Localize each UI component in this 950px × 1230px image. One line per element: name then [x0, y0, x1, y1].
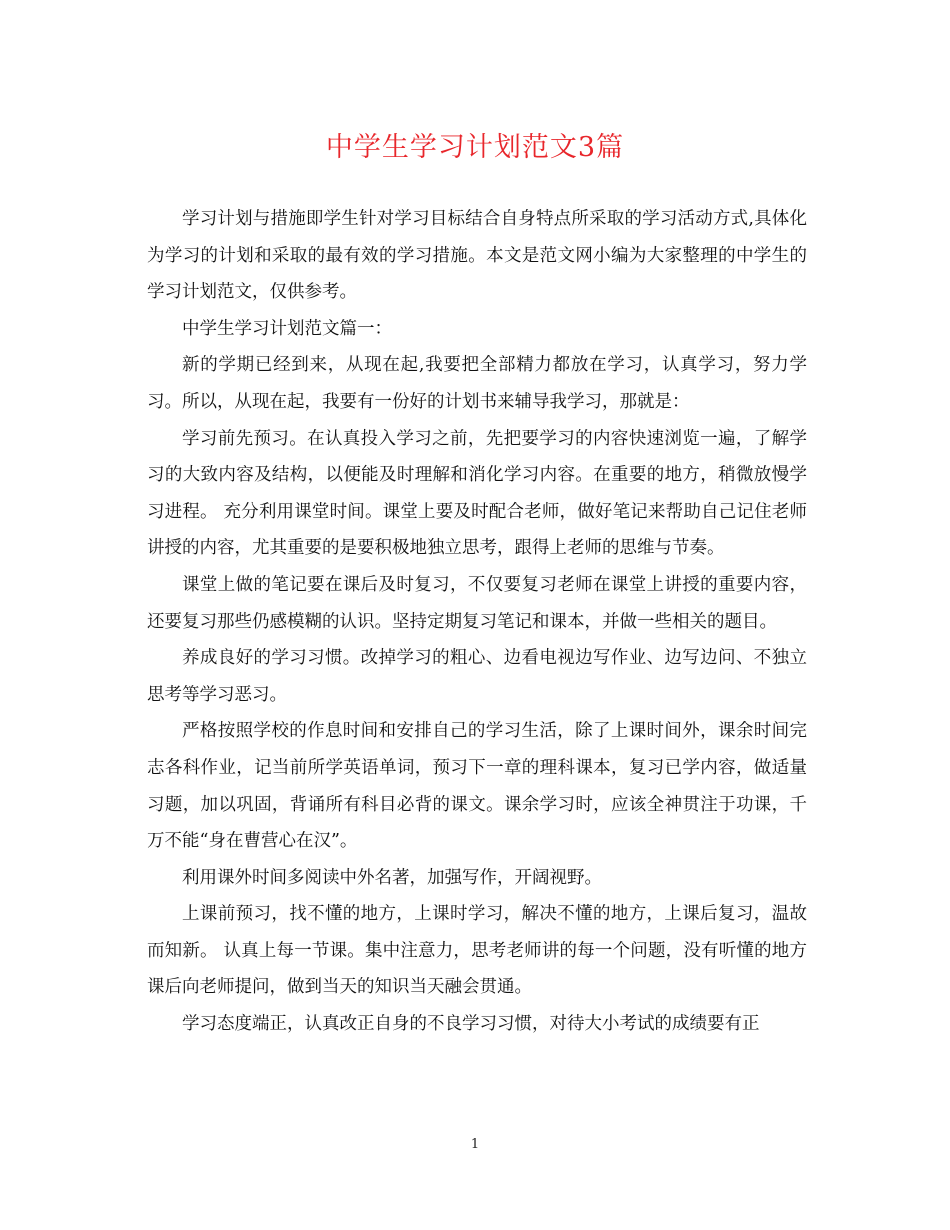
document-body [147, 201, 807, 1043]
paragraph: 学习前先预习。在认真投入学习之前，先把要学习的内容快速浏览一遍，了解学习的大致内容及结构，以便能及时理解和消化学习内容。在重要的地方，稍微放慢学习进程。 充分利用课堂时间。课堂上要及时配合老师，做好笔记来帮助自己记住老师讲授的内容，尤其重要的是要积极地独立思考，跟得上老师的思维与节奏。 [147, 428, 807, 559]
document-title: 中学生学习计划范文3篇 [325, 132, 625, 163]
paragraph: 利用课外时间多阅读中外名著，加强写作，开阔视野。 [182, 867, 602, 888]
paragraph: 上课前预习，找不懂的地方，上课时学习，解决不懂的地方，上课后复习，温故而知新。 认真上每一节课。集中注意力，思考老师讲的每一个问题，没有听懂的地方课后向老师提问，做到当天的知识当天融会贯通。 [147, 904, 807, 998]
paragraph-section-heading: 中学生学习计划范文篇一： [182, 318, 392, 339]
paragraph-intro: 学习计划与措施即学生针对学习目标结合自身特点所采取的学习活动方式,具体化为学习的计划和采取的最有效的学习措施。本文是范文网小编为大家整理的中学生的学习计划范文，仅供参考。 [147, 209, 807, 303]
page-number: 1 [470, 1137, 480, 1152]
paragraph: 养成良好的学习习惯。改掉学习的粗心、边看电视边写作业、边写边问、不独立思考等学习恶习。 [147, 648, 807, 705]
paragraph: 严格按照学校的作息时间和安排自己的学习生活，除了上课时间外，课余时间完志各科作业，记当前所学英语单词，预习下一章的理科课本，复习已学内容，做适量习题，加以巩固，背诵所有科目必背的课文。课余学习时，应该全神贯注于功课，千万不能“身在曹营心在汉”。 [147, 721, 807, 852]
paragraph: 新的学期已经到来，从现在起,我要把全部精力都放在学习，认真学习，努力学习。所以，从现在起，我要有一份好的计划书来辅导我学习，那就是： [147, 355, 807, 412]
paragraph: 学习态度端正，认真改正自身的不良学习习惯，对待大小考试的成绩要有正 [182, 1014, 760, 1035]
paragraph: 课堂上做的笔记要在课后及时复习，不仅要复习老师在课堂上讲授的重要内容，还要复习那些仍感模糊的认识。坚持定期复习笔记和课本，并做一些相关的题目。 [147, 574, 807, 632]
